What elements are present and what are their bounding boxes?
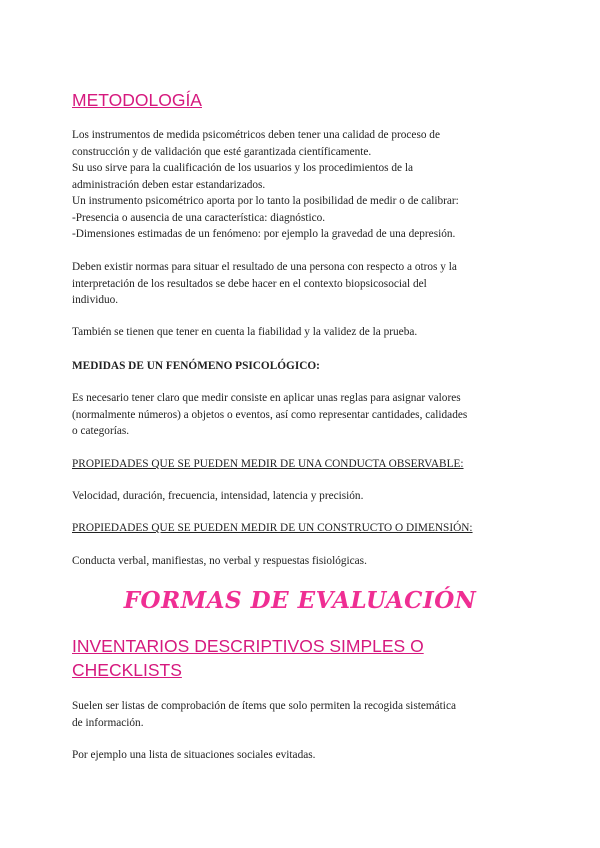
text-line: -Dimensiones estimadas de un fenómeno: por ejemplo la gravedad de una depresión. [72, 228, 456, 240]
heading-metodologia: METODOLOGÍA [72, 90, 202, 110]
propiedades-constructo-text: Conducta verbal, manifiestas, no verbal y respuestas fisiológicas. [72, 555, 367, 567]
text-line: Suelen ser listas de comprobación de ítems que solo permiten la recogida sistemática [72, 700, 456, 712]
banner-formas-evaluacion: FORMAS DE EVALUACIÓN [123, 587, 477, 614]
propiedades-constructo-heading: PROPIEDADES QUE SE PUEDEN MEDIR DE UN CONSTRUCTO O DIMENSIÓN: [72, 522, 473, 534]
text-line: Es necesario tener claro que medir consiste en aplicar unas reglas para asignar valores [72, 392, 461, 404]
text-line: Un instrumento psicométrico aporta por lo tanto la posibilidad de medir o de calibrar: [72, 195, 459, 207]
propiedades-conducta-heading: PROPIEDADES QUE SE PUEDEN MEDIR DE UNA CONDUCTA OBSERVABLE: [72, 458, 464, 470]
intro-paragraph [72, 127, 528, 243]
text-line: construcción y de validación que esté garantizada científicamente. [72, 145, 372, 158]
heading-line: CHECKLISTS [72, 660, 182, 680]
medir-paragraph [72, 390, 528, 440]
fiabilidad-paragraph: También se tienen que tener en cuenta la fiabilidad y la validez de la prueba. [72, 326, 418, 338]
normas-paragraph [72, 259, 528, 309]
text-line: o categorías. [72, 425, 130, 437]
ejemplo-paragraph: Por ejemplo una lista de situaciones sociales evitadas. [72, 749, 316, 761]
inventarios-paragraph [72, 698, 528, 731]
text-line: de información. [72, 716, 144, 729]
heading-inventarios [72, 634, 424, 682]
text-line: interpretación de los resultados se debe hacer en el contexto biopsicosocial del [72, 277, 427, 290]
text-line: (normalmente números) a objetos o eventos, así como representar cantidades, calidades [72, 408, 468, 421]
heading-line: INVENTARIOS DESCRIPTIVOS SIMPLES O [72, 636, 424, 656]
text-line: -Presencia o ausencia de una característica: diagnóstico. [72, 211, 326, 224]
text-line: individuo. [72, 294, 119, 306]
text-line: Su uso sirve para la cualificación de los usuarios y los procedimientos de la [72, 162, 414, 174]
text-line: administración deben estar estandarizados. [72, 178, 266, 191]
medidas-heading: MEDIDAS DE UN FENÓMENO PSICOLÓGICO: [72, 360, 320, 372]
text-line: Deben existir normas para situar el resultado de una persona con respecto a otros y la [72, 261, 457, 273]
propiedades-conducta-text: Velocidad, duración, frecuencia, intensidad, latencia y precisión. [72, 490, 364, 502]
text-line: Los instrumentos de medida psicométricos deben tener una calidad de proceso de [72, 129, 440, 141]
